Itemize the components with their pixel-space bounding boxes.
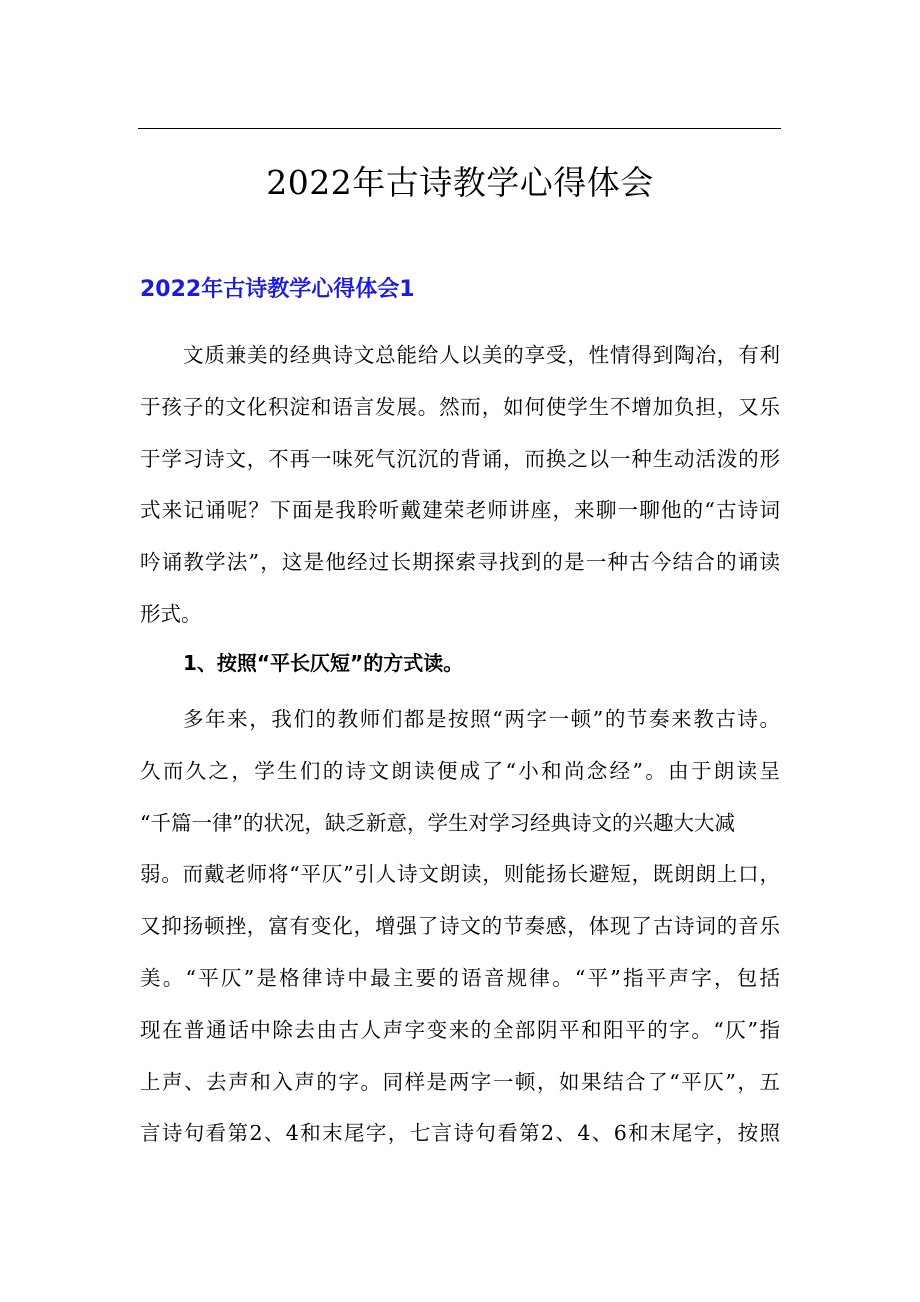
paragraph-line: “千篇一律”的状况，缺乏新意，学生对学习经典诗文的兴趣大大减 xyxy=(140,810,735,835)
paragraph-line: 久而久之，学生们的诗文朗读便成了“小和尚念经”。由于朗读呈 xyxy=(140,758,780,783)
paragraph-line: 吟诵教学法”，这是他经过长期探索寻找到的是一种古今结合的诵读 xyxy=(140,550,780,575)
section-heading: 2022年古诗教学心得体会1 xyxy=(140,277,415,302)
paragraph-line: 多年来，我们的教师们都是按照“两字一顿”的节奏来教古诗。 xyxy=(183,707,780,731)
sub-heading: 1、按照“平长仄短”的方式读。 xyxy=(183,651,464,675)
paragraph-line: 形式。 xyxy=(140,601,202,626)
document-title: 2022年古诗教学心得体会 xyxy=(266,163,654,202)
top-divider xyxy=(138,128,781,129)
paragraph-line: 式来记诵呢？下面是我聆听戴建荣老师讲座，来聊一聊他的“古诗词 xyxy=(140,498,780,523)
paragraph-line: 现在普通话中除去由古人声字变来的全部阴平和阳平的字。“仄”指 xyxy=(140,1017,780,1042)
paragraph-line: 美。“平仄”是格律诗中最主要的语音规律。“平”指平声字，包括 xyxy=(140,965,780,990)
paragraph-line: 弱。而戴老师将“平仄”引人诗文朗读，则能扬长避短，既朗朗上口， xyxy=(140,862,780,887)
paragraph-line: 于孩子的文化积淀和语言发展。然而，如何使学生不增加负担，又乐 xyxy=(140,394,780,419)
paragraph-1 xyxy=(140,330,780,641)
paragraph-line: 言诗句看第2、4和末尾字，七言诗句看第2、4、6和末尾字，按照 xyxy=(140,1121,780,1146)
paragraph-line: 上声、去声和入声的字。同样是两字一顿，如果结合了“平仄”，五 xyxy=(140,1069,780,1094)
paragraph-line: 文质兼美的经典诗文总能给人以美的享受，性情得到陶冶，有利 xyxy=(183,343,780,367)
paragraph-line: 于学习诗文，不再一味死气沉沉的背诵，而换之以一种生动活泼的形 xyxy=(140,446,780,471)
paragraph-line: 又抑扬顿挫，富有变化，增强了诗文的节奏感，体现了古诗词的音乐 xyxy=(140,914,780,939)
paragraph-2 xyxy=(140,694,780,1160)
